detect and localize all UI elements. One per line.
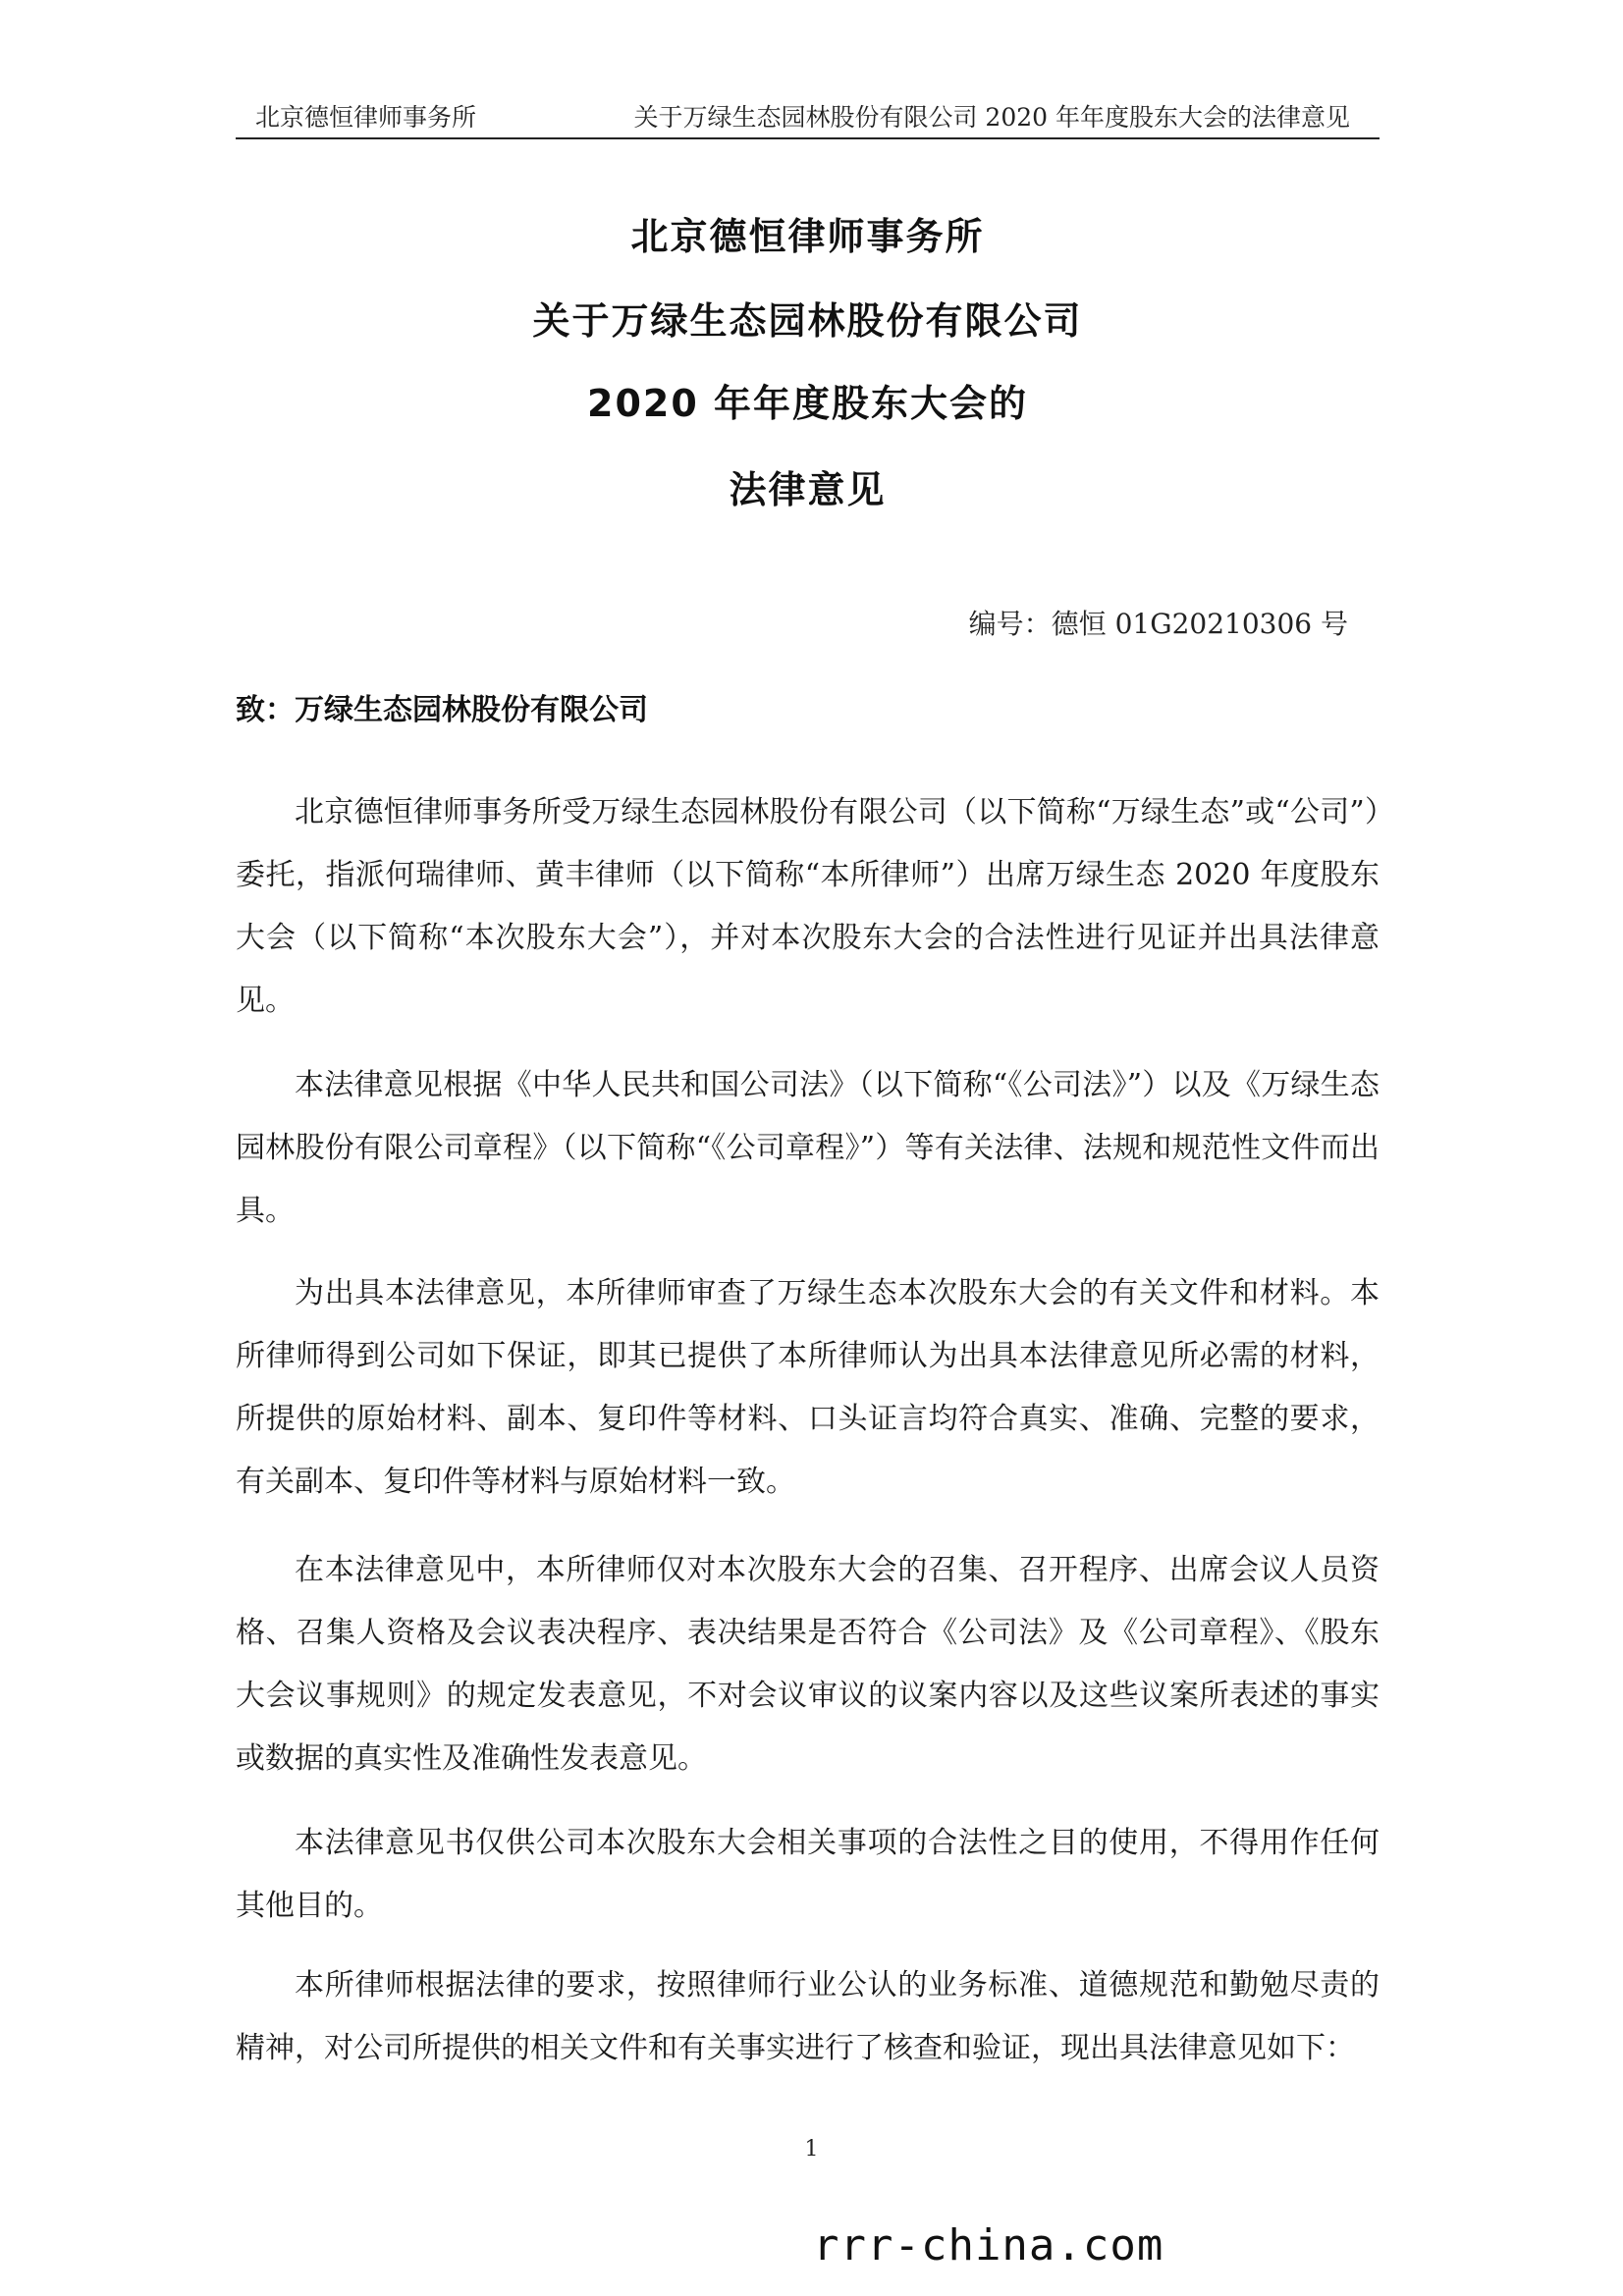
title-line-3: 2020 年年度股东大会的	[587, 382, 1028, 425]
title-line-1: 北京德恒律师事务所	[630, 215, 985, 258]
watermark-text: rrr-china.com	[813, 2220, 1164, 2270]
paragraph-6: 本所律师根据法律的要求，按照律师行业公认的业务标准、道德规范和勤勉尽责的精神，对公司所提供的相关文件和有关事实进行了核查和验证，现出具法律意见如下：	[236, 1968, 1380, 2065]
header-document-title: 关于万绿生态园林股份有限公司 2020 年年度股东大会的法律意见	[633, 103, 1350, 132]
header-firm-name: 北京德恒律师事务所	[255, 103, 477, 132]
paragraph-5: 本法律意见书仅供公司本次股东大会相关事项的合法性之目的使用，不得用作任何其他目的。	[236, 1826, 1380, 1923]
page-header	[236, 98, 1380, 139]
paragraph-2: 本法律意见根据《中华人民共和国公司法》（以下简称“《公司法》”）以及《万绿生态园林股份有限公司章程》（以下简称“《公司章程》”）等有关法律、法规和规范性文件而出具。	[236, 1068, 1380, 1228]
document-number: 编号：德恒 01G20210306 号	[968, 608, 1348, 640]
title-line-4: 法律意见	[729, 468, 887, 511]
title-line-2: 关于万绿生态园林股份有限公司	[532, 299, 1083, 343]
paragraph-1: 北京德恒律师事务所受万绿生态园林股份有限公司（以下简称“万绿生态”或“公司”）委托，指派何瑞律师、黄丰律师（以下简称“本所律师”）出席万绿生态 2020 年度股东大会（以下简称“本次股东大会”），并对本次股东大会的合法性进行见证并出具法律意见。	[236, 795, 1380, 1018]
page-number: 1	[804, 2137, 819, 2162]
addressee: 致：万绿生态园林股份有限公司	[236, 693, 648, 727]
paragraph-4: 在本法律意见中，本所律师仅对本次股东大会的召集、召开程序、出席会议人员资格、召集人资格及会议表决程序、表决结果是否符合《公司法》及《公司章程》、《股东大会议事规则》的规定发表意见，不对会议审议的议案内容以及这些议案所表述的事实或数据的真实性及准确性发表意见。	[236, 1553, 1380, 1776]
paragraph-3: 为出具本法律意见，本所律师审查了万绿生态本次股东大会的有关文件和材料。本所律师得到公司如下保证，即其已提供了本所律师认为出具本法律意见所必需的材料，所提供的原始材料、副本、复印件等材料、口头证言均符合真实、准确、完整的要求，有关副本、复印件等材料与原始材料一致。	[236, 1276, 1380, 1499]
